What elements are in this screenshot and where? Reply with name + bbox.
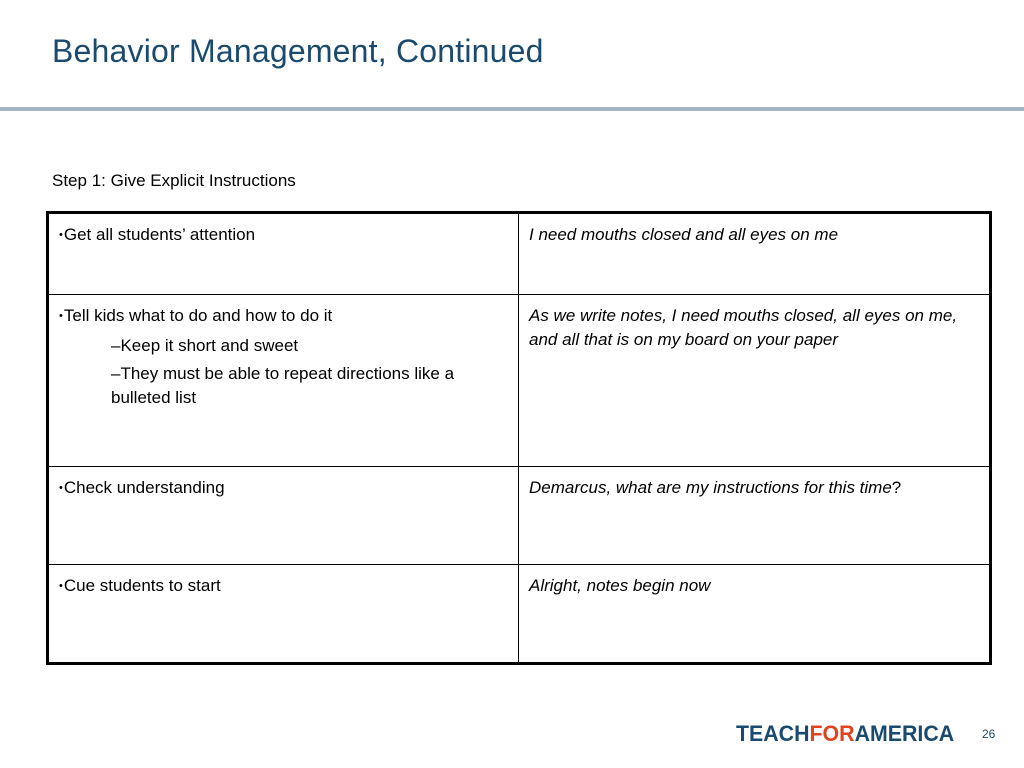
teach-for-america-logo [736, 721, 954, 747]
bullet-icon: • [59, 482, 63, 494]
logo-part: FOR [809, 721, 855, 746]
table-row [48, 213, 991, 295]
table-row [48, 565, 991, 664]
step-cell [48, 467, 519, 565]
table-row [48, 467, 991, 565]
example-text: As we write notes, I need mouths closed, all eyes on me, and all that is on my board on your paper [529, 306, 958, 349]
sub-point: –They must be able to repeat directions like a bulleted list [111, 364, 455, 407]
example-cell [519, 467, 991, 565]
header-divider [0, 107, 1024, 111]
step-text: Get all students’ attention [63, 225, 256, 244]
example-cell [519, 295, 991, 467]
example-suffix: ? [891, 478, 902, 497]
logo-part: TEACH [736, 721, 810, 746]
step-text: Cue students to start [63, 576, 221, 595]
step-cell [48, 565, 519, 664]
step-cell [48, 295, 519, 467]
sub-point: –Keep it short and sweet [111, 336, 299, 355]
example-text: I need mouths closed and all eyes on me [529, 225, 839, 244]
bullet-icon: • [59, 229, 63, 241]
slide-subtitle: Step 1: Give Explicit Instructions [52, 171, 296, 190]
step-text: Tell kids what to do and how to do it [63, 306, 333, 325]
instructions-table [46, 211, 992, 665]
bullet-icon: • [59, 580, 63, 592]
logo-part: AMERICA [854, 721, 955, 746]
example-text: Alright, notes begin now [529, 576, 711, 595]
page-number: 26 [982, 727, 996, 741]
example-cell [519, 213, 991, 295]
example-text: Demarcus, what are my instructions for this time [529, 478, 892, 497]
table-row [48, 295, 991, 467]
example-cell [519, 565, 991, 664]
step-text: Check understanding [63, 478, 225, 497]
bullet-icon: • [59, 310, 63, 322]
slide-title: Behavior Management, Continued [52, 33, 544, 69]
step-cell [48, 213, 519, 295]
